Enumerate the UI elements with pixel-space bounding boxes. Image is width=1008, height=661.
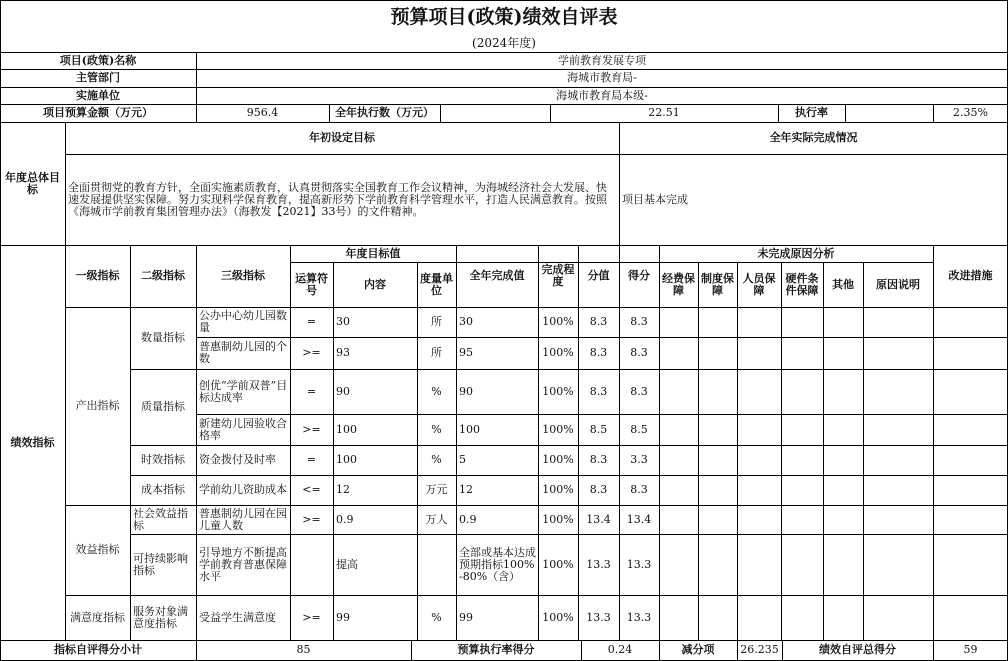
indicator-got: 8.3 <box>630 315 648 328</box>
indicator-operator: >= <box>302 346 321 359</box>
header-funding: 经费保障 <box>662 271 695 297</box>
indicator-unit: 所 <box>431 315 442 328</box>
indicator-got: 8.3 <box>630 483 648 496</box>
indicator-completed: 30 <box>459 315 473 328</box>
header-content: 内容 <box>364 277 386 291</box>
group-output: 产出指标 <box>75 399 120 412</box>
initial-goal-text: 全面贯彻党的教育方针，全面实施素质教育，认真贯彻落实全国教育工作会议精神，为海城经济社会大发展、快速发展提供坚实保障。努力实现科学保育教育，提高新形势下学前教育科学管理水平，打造人民满意教育。按照《海城市学前教育集团管理办法》（海教发【2021】33号）的文件精神。 <box>68 180 607 218</box>
header-degree: 完成程度 <box>541 263 575 288</box>
indicator-content: 93 <box>336 346 350 359</box>
indicator-completed: 99 <box>459 610 473 624</box>
indicator-got: 13.4 <box>626 512 652 526</box>
department-label: 主管部门 <box>76 71 120 84</box>
indicator-degree: 100% <box>542 453 574 466</box>
group-sustainable: 可持续影响指标 <box>133 551 188 577</box>
deduct-value: 26.235 <box>740 643 779 656</box>
indicator-content: 12 <box>336 483 350 496</box>
indicator-got: 13.3 <box>626 610 652 624</box>
indicator-score: 13.3 <box>586 557 611 571</box>
indicator-content: 0.9 <box>336 512 354 526</box>
indicator-completed: 100 <box>459 422 480 436</box>
indicator-degree: 100% <box>542 512 574 526</box>
header-annual-target: 年度目标值 <box>345 246 401 260</box>
indicator-degree: 100% <box>542 483 574 496</box>
header-level3: 三级指标 <box>221 269 265 282</box>
indicator-name: 资金拨付及时率 <box>199 453 276 466</box>
indicator-score: 8.3 <box>589 346 608 359</box>
actual-goal-header: 全年实际完成情况 <box>769 131 858 144</box>
header-reason-desc: 原因说明 <box>876 277 920 291</box>
indicator-name: 普惠制幼儿园在园儿童人数 <box>199 506 287 532</box>
year-label: (2024年度) <box>472 35 536 50</box>
indicator-completed: 0.9 <box>459 512 477 526</box>
indicator-unit: % <box>431 610 442 624</box>
header-unit: 度量单位 <box>420 271 453 297</box>
rate-value: 2.35% <box>953 106 988 119</box>
indicator-content: 提高 <box>336 557 358 571</box>
header-system: 制度保障 <box>701 271 734 297</box>
indicator-name: 普惠制幼儿园的个数 <box>199 340 287 365</box>
header-hardware: 硬件条件保障 <box>785 271 819 297</box>
indicator-completed: 5 <box>459 453 466 466</box>
indicator-score: 13.3 <box>586 610 611 624</box>
project-name-value: 学前教育发展专项 <box>558 53 646 67</box>
group-quantity: 数量指标 <box>141 331 185 344</box>
indicator-score: 8.5 <box>589 422 608 436</box>
indicator-name: 受益学生满意度 <box>199 610 276 624</box>
indicator-score: 8.3 <box>589 483 608 496</box>
indicator-degree: 100% <box>542 346 574 359</box>
indicator-content: 100 <box>336 453 357 466</box>
indicator-completed: 12 <box>459 483 473 496</box>
group-social: 社会效益指标 <box>133 506 188 532</box>
indicator-score: 8.3 <box>589 384 608 398</box>
unit-value: 海城市教育局本级- <box>556 88 648 102</box>
indicator-unit: 所 <box>431 346 442 359</box>
initial-goal-header: 年初设定目标 <box>309 131 375 144</box>
indicator-completed: 90 <box>459 384 473 398</box>
header-level1: 一级指标 <box>75 269 120 282</box>
executed-value: 22.51 <box>648 106 680 119</box>
indicator-content: 99 <box>336 610 350 624</box>
indicator-content: 100 <box>336 422 357 436</box>
exec-score-label: 预算执行率得分 <box>457 643 535 656</box>
indicator-content: 90 <box>336 384 350 398</box>
indicator-degree: 100% <box>542 610 574 624</box>
indicator-name: 创优“学前双普”目标达成率 <box>199 378 288 404</box>
performance-section-label: 绩效指标 <box>10 435 55 449</box>
header-completed: 全年完成值 <box>469 269 525 282</box>
header-operator: 运算符号 <box>295 271 328 297</box>
exec-score-value: 0.24 <box>607 643 633 656</box>
group-service: 服务对象满意度指标 <box>133 604 188 630</box>
header-reason-analysis: 未完成原因分析 <box>757 246 835 260</box>
page-title: 预算项目(政策)绩效自评表 <box>390 6 618 28</box>
group-quality: 质量指标 <box>141 400 185 413</box>
indicator-unit: % <box>431 384 442 398</box>
indicator-operator: >= <box>302 610 321 624</box>
indicator-got: 3.3 <box>630 453 648 466</box>
indicator-degree: 100% <box>542 557 574 571</box>
group-timeliness: 时效指标 <box>141 453 185 466</box>
actual-goal-text: 项目基本完成 <box>622 192 688 206</box>
indicator-name: 学前幼儿资助成本 <box>199 483 287 496</box>
indicator-content: 30 <box>336 315 350 328</box>
indicator-operator: >= <box>302 422 321 436</box>
indicator-completed: 95 <box>459 346 473 359</box>
indicator-name: 引导地方不断提高学前教育普惠保障水平 <box>199 545 287 583</box>
indicator-unit: % <box>431 453 442 466</box>
department-value: 海城市教育局- <box>567 71 637 84</box>
indicator-got: 8.5 <box>630 422 648 436</box>
header-score: 分值 <box>587 269 610 282</box>
header-other: 其他 <box>832 277 854 291</box>
header-level2: 二级指标 <box>141 269 185 282</box>
subtotal-value: 85 <box>296 643 311 656</box>
total-label: 绩效自评总得分 <box>819 643 896 656</box>
project-name-label: 项目(政策)名称 <box>59 53 137 67</box>
indicator-score: 8.3 <box>589 315 608 328</box>
group-satisfaction: 满意度指标 <box>70 610 125 624</box>
deduct-label: 减分项 <box>681 643 715 656</box>
indicator-completed: 全部或基本达成预期指标100%-80%（含） <box>459 545 536 583</box>
indicator-unit: 万人 <box>425 512 448 526</box>
header-improve: 改进措施 <box>948 269 993 282</box>
indicator-score: 8.3 <box>589 453 608 466</box>
budget-value: 956.4 <box>246 106 279 119</box>
indicator-name: 公办中心幼儿园数量 <box>199 309 287 334</box>
indicator-operator: = <box>306 315 317 328</box>
group-cost: 成本指标 <box>141 483 185 496</box>
indicator-got: 8.3 <box>630 346 648 359</box>
indicator-degree: 100% <box>542 422 574 436</box>
indicator-operator: >= <box>302 512 321 526</box>
indicator-unit <box>417 534 456 595</box>
indicator-operator: <= <box>302 483 321 496</box>
total-value: 59 <box>963 643 978 656</box>
indicator-operator: = <box>306 453 317 466</box>
indicator-operator: = <box>306 384 317 398</box>
rate-label: 执行率 <box>795 106 828 119</box>
header-staff: 人员保障 <box>742 271 776 297</box>
indicator-got: 8.3 <box>630 384 648 398</box>
goals-section-label: 年度总体目标 <box>5 170 60 196</box>
indicator-degree: 100% <box>542 384 574 398</box>
indicator-got: 13.3 <box>626 557 652 571</box>
indicator-unit: 万元 <box>425 483 448 496</box>
indicator-unit: % <box>431 422 442 436</box>
indicator-operator <box>290 534 333 595</box>
header-got: 得分 <box>628 269 650 282</box>
group-benefit: 效益指标 <box>75 543 120 556</box>
indicator-score: 13.4 <box>586 512 611 526</box>
indicator-name: 新建幼儿园验收合格率 <box>199 416 287 442</box>
executed-label: 全年执行数（万元） <box>335 106 434 119</box>
indicator-degree: 100% <box>542 315 574 328</box>
budget-label: 项目预算金额（万元） <box>43 106 153 119</box>
unit-label: 实施单位 <box>76 88 120 102</box>
subtotal-label: 指标自评得分小计 <box>54 643 142 656</box>
